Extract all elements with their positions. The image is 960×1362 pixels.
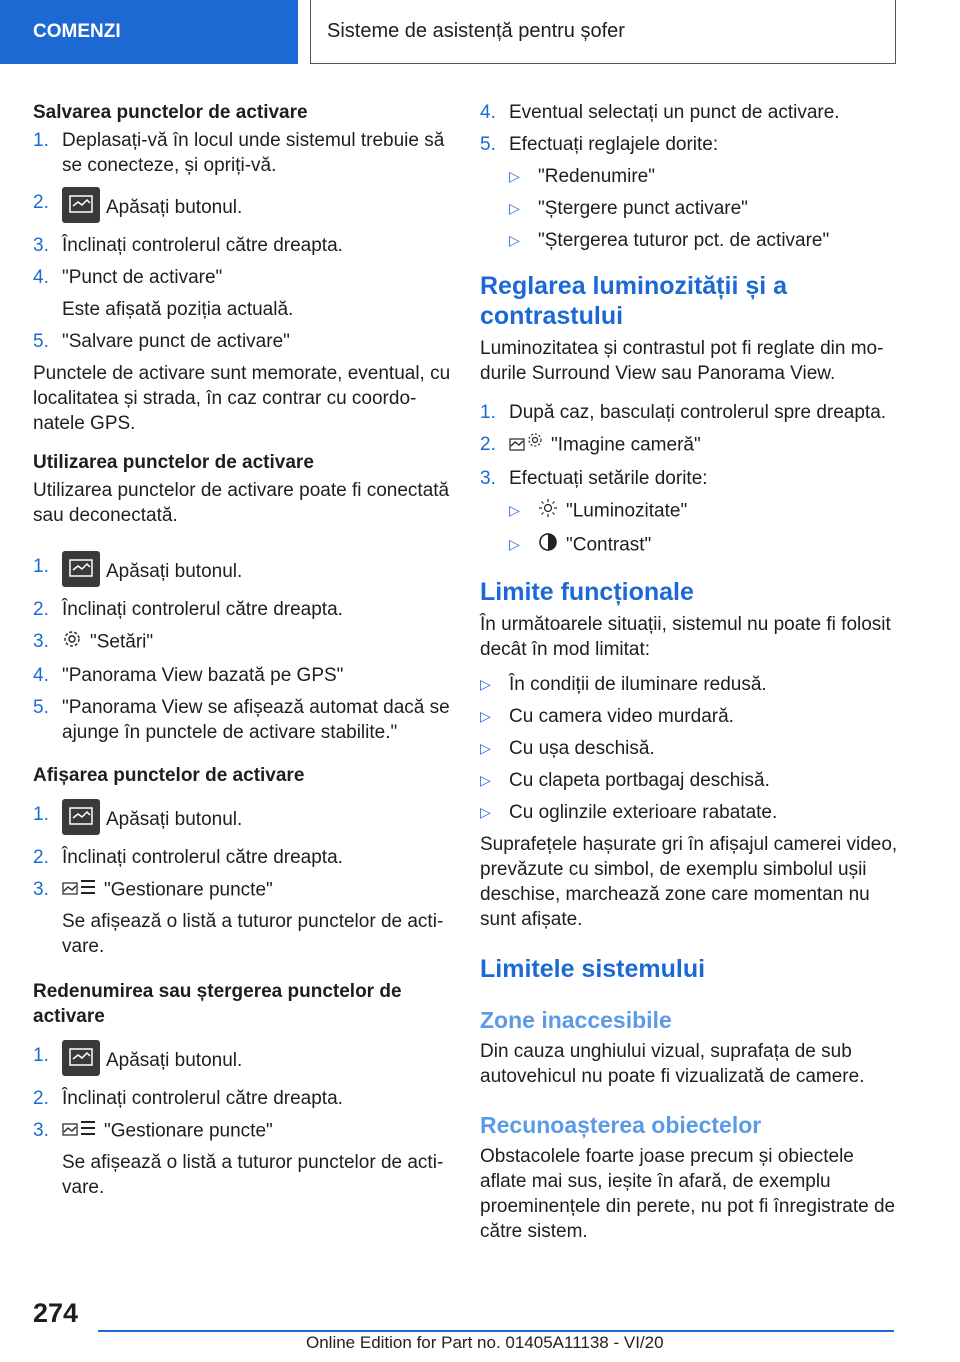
list-item: 2. Înclinați controlerul către dreapta.: [33, 847, 343, 868]
sub-list-item: ▷ "Contrast": [509, 532, 898, 559]
sub-list-item: ▷ "Ștergerea tuturor pct. de activare": [509, 230, 830, 251]
list-use-points: [33, 554, 451, 745]
paragraph: Suprafețele hașurate gri în afișajul camerei video, prevăzute cu simbol, de exemplu simbolul ușii deschise, marchează zone care momentan nu sunt afișate.: [480, 834, 898, 930]
heading-functional-limits: Limite funcționale: [480, 578, 694, 606]
list-show-points: [33, 802, 451, 959]
contrast-icon: [538, 532, 558, 559]
gear-icon: [62, 629, 82, 656]
right-column: [480, 100, 898, 1256]
paragraph: Utilizarea punctelor de activare poate fi conectată sau deconectată.: [33, 480, 450, 526]
list-item: 5. "Salvare punct de activare": [33, 331, 290, 352]
heading-save-points: Salvarea punctelor de activare: [33, 102, 308, 123]
sub-list-item: ▷ "Luminozitate": [509, 498, 898, 525]
list-item: 2. Apăsați butonul.: [33, 190, 451, 226]
heading-inaccessible-zones: Zone inaccesibile: [480, 1007, 672, 1033]
list-item: 4. "Panorama View bazată pe GPS": [33, 665, 344, 686]
list-item: 4. Eventual selectați un punct de activare.: [480, 102, 840, 123]
heading-system-limits: Limitele sistemului: [480, 955, 706, 983]
list-item: 1. Deplasați-vă în locul unde sistemul trebuie să se conecteze, și opriți-vă.: [33, 130, 445, 176]
heading-use-points: Utilizarea punctelor de activare: [33, 452, 314, 473]
list-item: 1. Apăsați butonul.: [33, 554, 451, 590]
paragraph: În următoarele situații, sistemul nu poate fi folosit decât în mod limitat:: [480, 614, 891, 660]
camera-settings-icon: [509, 432, 543, 459]
list-brightness: [480, 400, 898, 559]
sub-list-item: ▷ "Redenumire": [509, 166, 655, 187]
paragraph: Luminozitatea și contrastul pot fi reglate din modurile Surround View sau Panorama View.: [480, 338, 884, 384]
heading-show-points: Afișarea punctelor de activare: [33, 765, 305, 786]
list-item: 3. Înclinați controlerul către dreapta.: [33, 235, 343, 256]
list-rename-points: [33, 1043, 451, 1200]
list-item: ▷ Cu clapeta portbagaj deschisă.: [480, 770, 770, 791]
heading-brightness: Reglarea luminozității și a contrastului: [480, 272, 788, 330]
list-item: 1. Apăsați butonul.: [33, 802, 451, 838]
list-item: 3. "Setări": [33, 629, 451, 656]
bullet-list: [480, 672, 898, 825]
header-section: COMENZI: [0, 0, 298, 64]
footer-edition: Online Edition for Part no. 01405A11138 - VI/20: [306, 1333, 664, 1352]
camera-list-icon: [62, 877, 96, 904]
camera-button-icon: [62, 187, 100, 223]
footer-divider: [98, 1330, 894, 1332]
list-item: ▷ Cu camera video murdară.: [480, 706, 734, 727]
list-save-points: [33, 128, 451, 354]
list-item: 3. "Gestionare puncte" Se afișează o listă a tuturor punctelor de activare.: [33, 1120, 444, 1198]
list-item: 2. Înclinați controlerul către dreapta.: [33, 1088, 343, 1109]
page-number: 274: [33, 1298, 79, 1328]
sun-icon: [538, 498, 558, 525]
list-item: 3. Efectuați setările dorite:: [480, 468, 708, 489]
list-item: 3. "Gestionare puncte" Se afișează o listă a tuturor punctelor de activare.: [33, 879, 444, 957]
camera-button-icon: [62, 799, 100, 835]
paragraph: Obstacolele foarte joase precum și obiectele aflate mai sus, ieșite în afară, de exemplu proeminențele din perete, nu pot fi înregistrate de către sistem.: [480, 1146, 896, 1242]
heading-rename-points: Redenumirea sau ștergerea punctelor de activare: [33, 981, 402, 1027]
list-item: ▷ Cu ușa deschisă.: [480, 738, 655, 759]
camera-button-icon: [62, 1040, 100, 1076]
list-item: 5. "Panorama View se afișează automat dacă se ajunge în punctele de activare stabilite.": [33, 697, 450, 743]
paragraph: Din cauza unghiului vizual, suprafața de sub autovehicul nu poate fi vizualizată de camere.: [480, 1041, 865, 1087]
left-column: [33, 100, 451, 1207]
list-item: 1. Apăsați butonul.: [33, 1043, 451, 1079]
header-chapter: Sisteme de asistență pentru șofer: [310, 0, 896, 64]
list-item: 5. Efectuați reglajele dorite:: [480, 134, 719, 155]
list-item: 2. Înclinați controlerul către dreapta.: [33, 599, 343, 620]
camera-button-icon: [62, 551, 100, 587]
list-item: ▷ În condiții de iluminare redusă.: [480, 674, 767, 695]
camera-list-icon: [62, 1118, 96, 1145]
list-item: ▷ Cu oglinzile exterioare rabatate.: [480, 802, 778, 823]
list-item: 2. "Imagine cameră": [480, 432, 898, 459]
sub-list-item: ▷ "Ștergere punct activare": [509, 198, 748, 219]
list-item: 4. "Punct de activare" Este afișată poziția actuală.: [33, 267, 294, 320]
list-item: 1. După caz, basculați controlerul spre dreapta.: [480, 402, 887, 423]
heading-object-recognition: Recunoașterea obiectelor: [480, 1112, 762, 1138]
list-adjust: [480, 100, 898, 253]
paragraph: Punctele de activare sunt memorate, eventual, cu localitatea și strada, în caz contrar cu coordonatele GPS.: [33, 363, 451, 434]
